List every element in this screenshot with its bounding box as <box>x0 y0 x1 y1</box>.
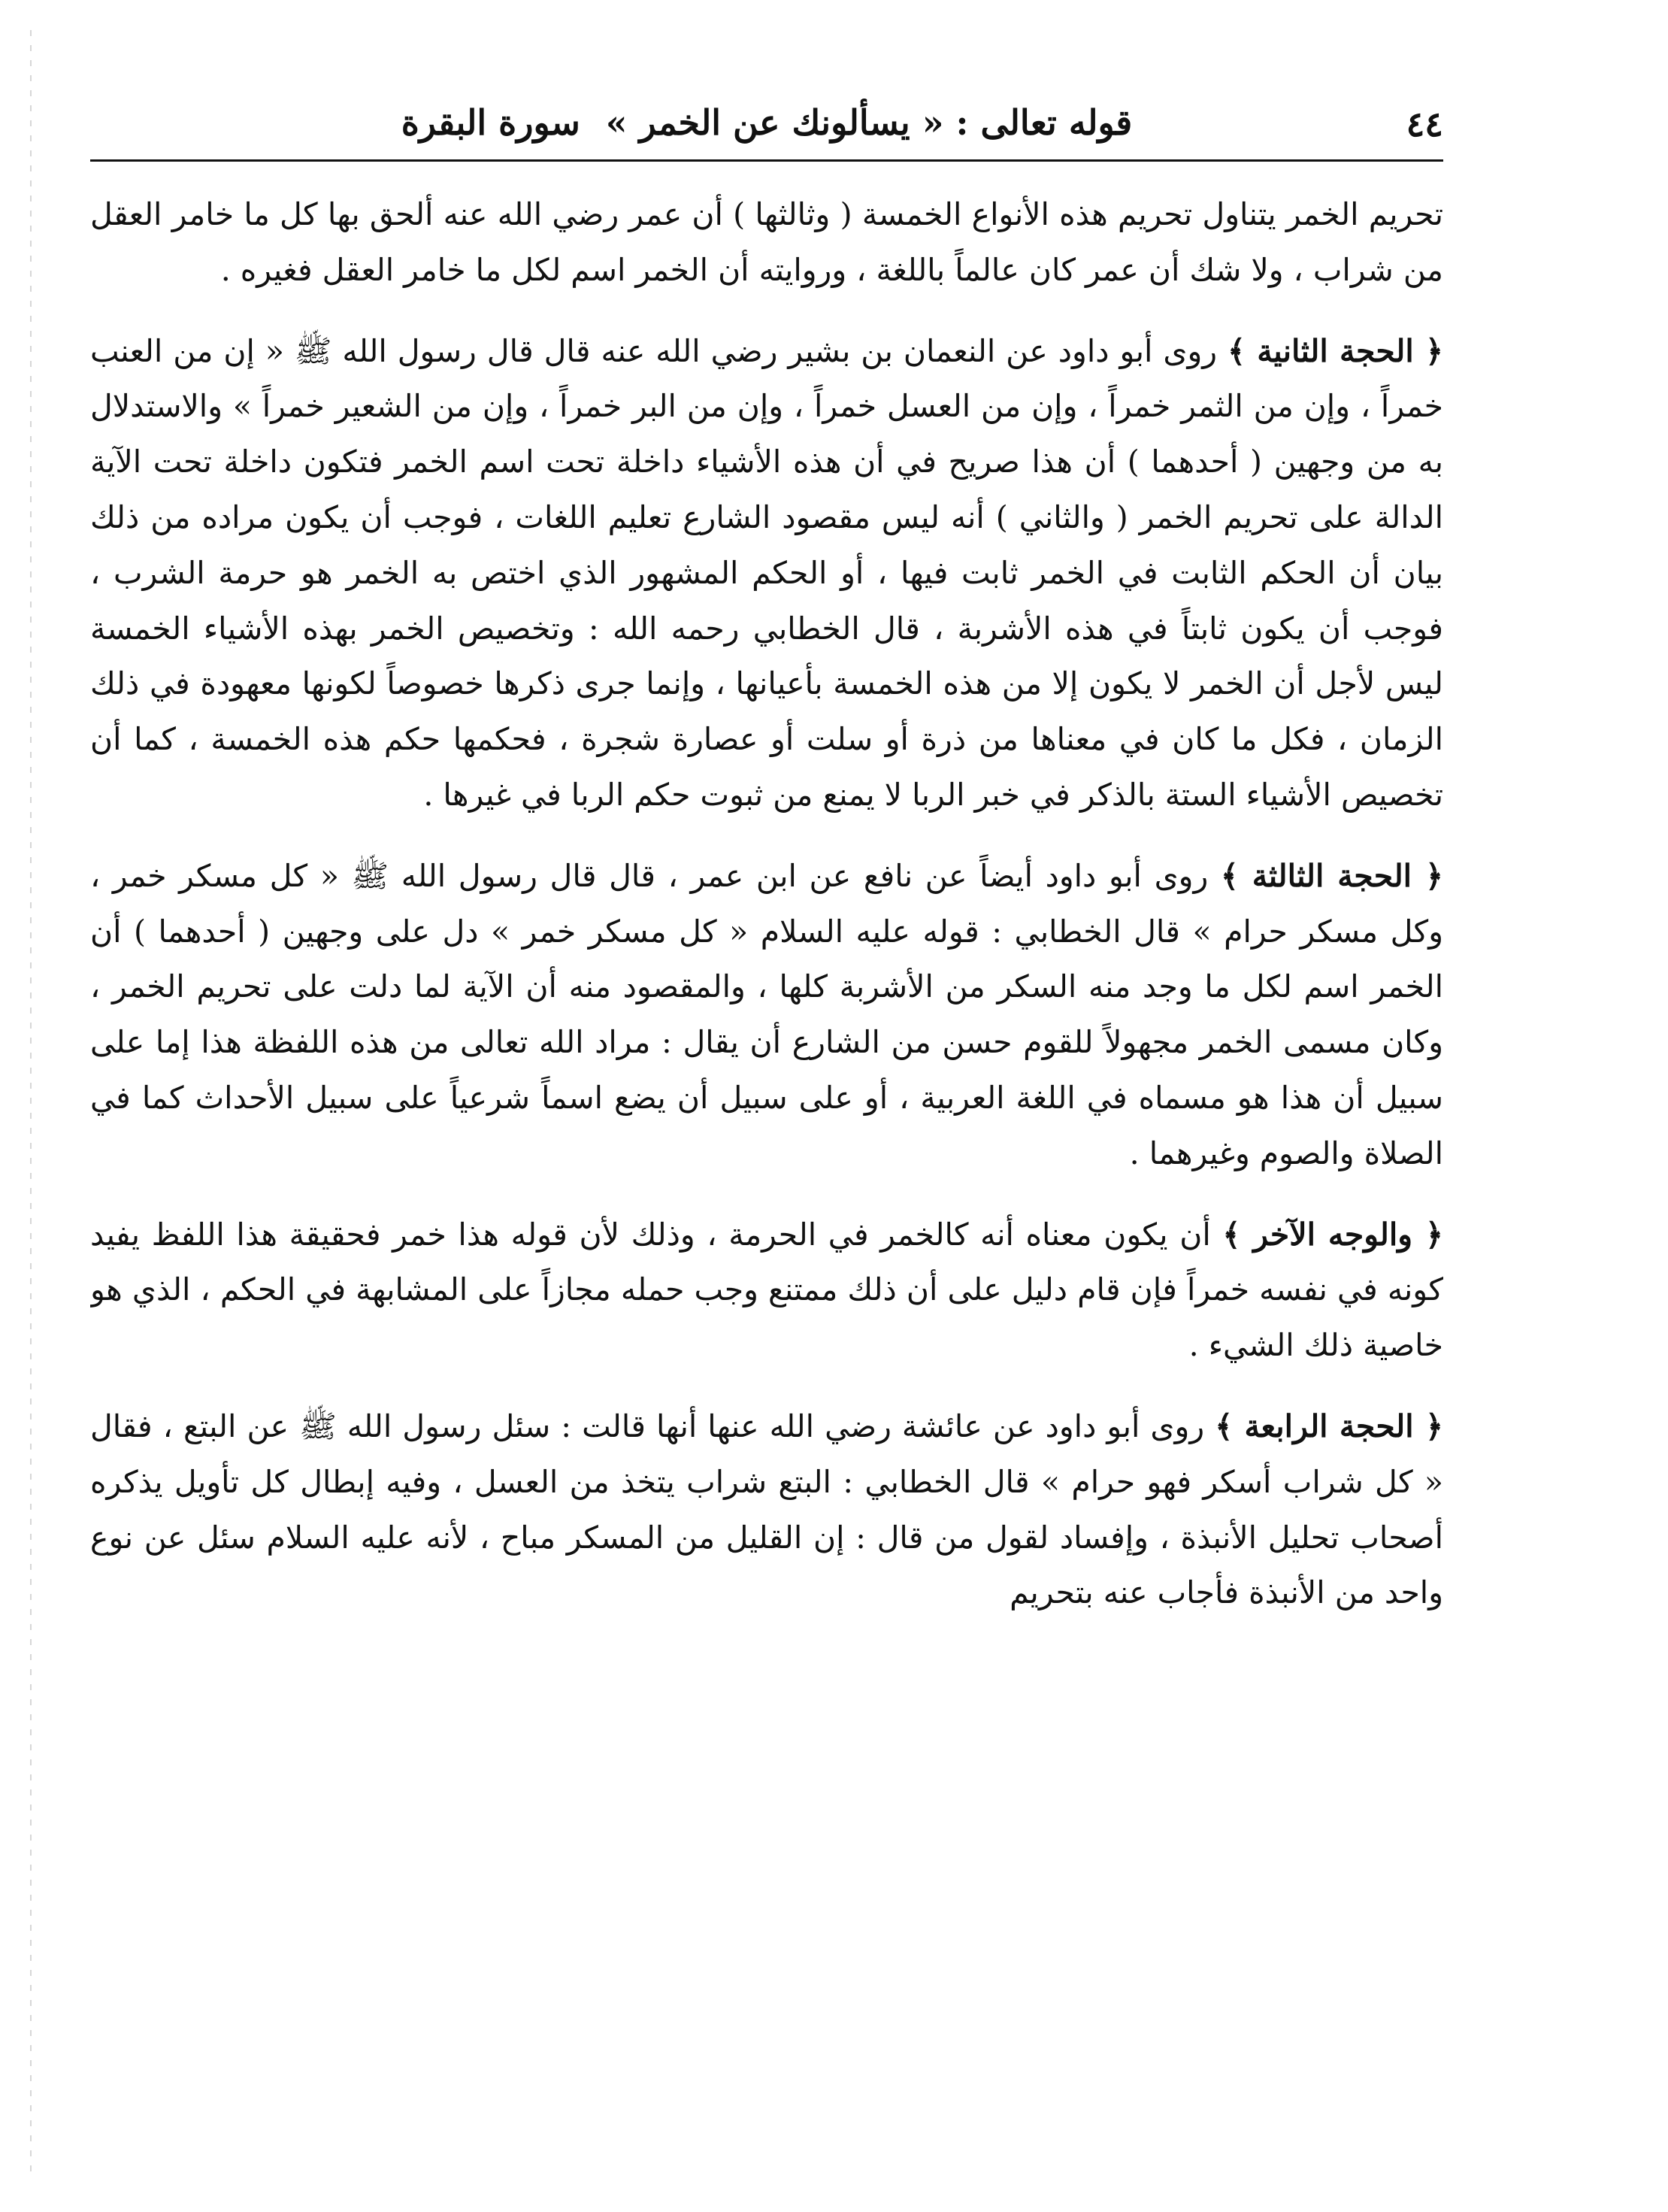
paragraph-1-text: تحريم الخمر يتناول تحريم هذه الأنواع الخمسة ( وثالثها ) أن عمر رضي الله عنه ألحق بها كل ما خامر العقل من شراب ، ولا شك أن عمر كان عالماً باللغة ، وروايته أن الخمر اسم لكل ما خامر العقل فغيره . <box>90 196 1443 288</box>
running-title-surah: سورة البقرة <box>401 102 580 143</box>
paragraph-4-text: أن يكون معناه أنه كالخمر في الحرمة ، وذلك لأن قوله هذا خمر فحقيقة هذا اللفظ يفيد كونه في نفسه خمراً فإن قام دليل على أن ذلك ممتنع وجب حمله مجازاً على المشابهة في الحكم ، الذي هو خاصية ذلك الشيء . <box>90 1216 1443 1364</box>
paragraph-5-heading: ﴿ الحجة الرابعة ﴾ <box>1215 1407 1443 1444</box>
running-title <box>90 104 1443 142</box>
paragraph-2-heading: ﴿ الحجة الثانية ﴾ <box>1228 332 1443 369</box>
paragraph-1 <box>90 187 1443 298</box>
page-body <box>90 187 1443 1621</box>
paragraph-3-heading: ﴿ الحجة الثالثة ﴾ <box>1220 857 1443 894</box>
paragraph-3 <box>90 849 1443 1182</box>
book-page <box>90 90 1443 2165</box>
paragraph-3-text: روى أبو داود أيضاً عن نافع عن ابن عمر ، قال قال رسول الله ﷺ « كل مسكر خمر ، وكل مسكر حرام » قال الخطابي : قوله عليه السلام « كل مسكر خمر » دل على وجهين ( أحدهما ) أن الخمر اسم لكل ما وجد منه السكر من الأشربة كلها ، والمقصود منه أن الآية لما دلت على تحريم الخمر ، وكان مسمى الخمر مجهولاً للقوم حسن من الشارع أن يقال : مراد الله تعالى من هذه اللفظة هذا إما على سبيل أن هذا هو مسماه في اللغة العربية ، أو على سبيل أن يضع اسماً شرعياً على سبيل الأحداث كما في الصلاة والصوم وغيرهما . <box>90 857 1443 1171</box>
scan-edge-artifact <box>30 30 32 2180</box>
page-number: ٤٤ <box>1406 104 1443 144</box>
paragraph-4-heading: ﴿ والوجه الآخر ﴾ <box>1222 1216 1443 1253</box>
paragraph-5-text: روى أبو داود عن عائشة رضي الله عنها أنها قالت : سئل رسول الله ﷺ عن البتع ، فقال « كل شراب أسكر فهو حرام » قال الخطابي : البتع شراب يتخذ من العسل ، وفيه إبطال كل تأويل يذكره أصحاب تحليل الأنبذة ، وإفساد لقول من قال : إن القليل من المسكر مباح ، لأنه عليه السلام سئل عن نوع واحد من الأنبذة فأجاب عنه بتحريم <box>90 1407 1443 1611</box>
page-header <box>90 90 1443 162</box>
paragraph-2 <box>90 324 1443 823</box>
paragraph-5 <box>90 1399 1443 1621</box>
paragraph-4 <box>90 1208 1443 1374</box>
running-title-main: قوله تعالى : « يسألونك عن الخمر » <box>605 102 1133 143</box>
paragraph-2-text: روى أبو داود عن النعمان بن بشير رضي الله عنه قال قال رسول الله ﷺ « إن من العنب خمراً ، وإن من الثمر خمراً ، وإن من العسل خمراً ، وإن من البر خمراً ، وإن من الشعير خمراً » والاستدلال به من وجهين ( أحدهما ) أن هذا صريح في أن هذه الأشياء داخلة تحت اسم الخمر فتكون داخلة تحت الآية الدالة على تحريم الخمر ( والثاني ) أنه ليس مقصود الشارع تعليم اللغات ، فوجب أن يكون مراده من ذلك بيان أن الحكم الثابت في الخمر ثابت فيها ، أو الحكم المشهور الذي اختص به الخمر هو حرمة الشرب ، فوجب أن يكون ثابتاً في هذه الأشربة ، قال الخطابي رحمه الله : وتخصيص الخمر بهذه الأشياء الخمسة ليس لأجل أن الخمر لا يكون إلا من هذه الخمسة بأعيانها ، وإنما جرى ذكرها خصوصاً لكونها معهودة في ذلك الزمان ، فكل ما كان في معناها من ذرة أو سلت أو عصارة شجرة ، فحكمها حكم هذه الخمسة ، كما أن تخصيص الأشياء الستة بالذكر في خبر الربا لا يمنع من ثبوت حكم الربا في غيرها . <box>90 332 1443 813</box>
